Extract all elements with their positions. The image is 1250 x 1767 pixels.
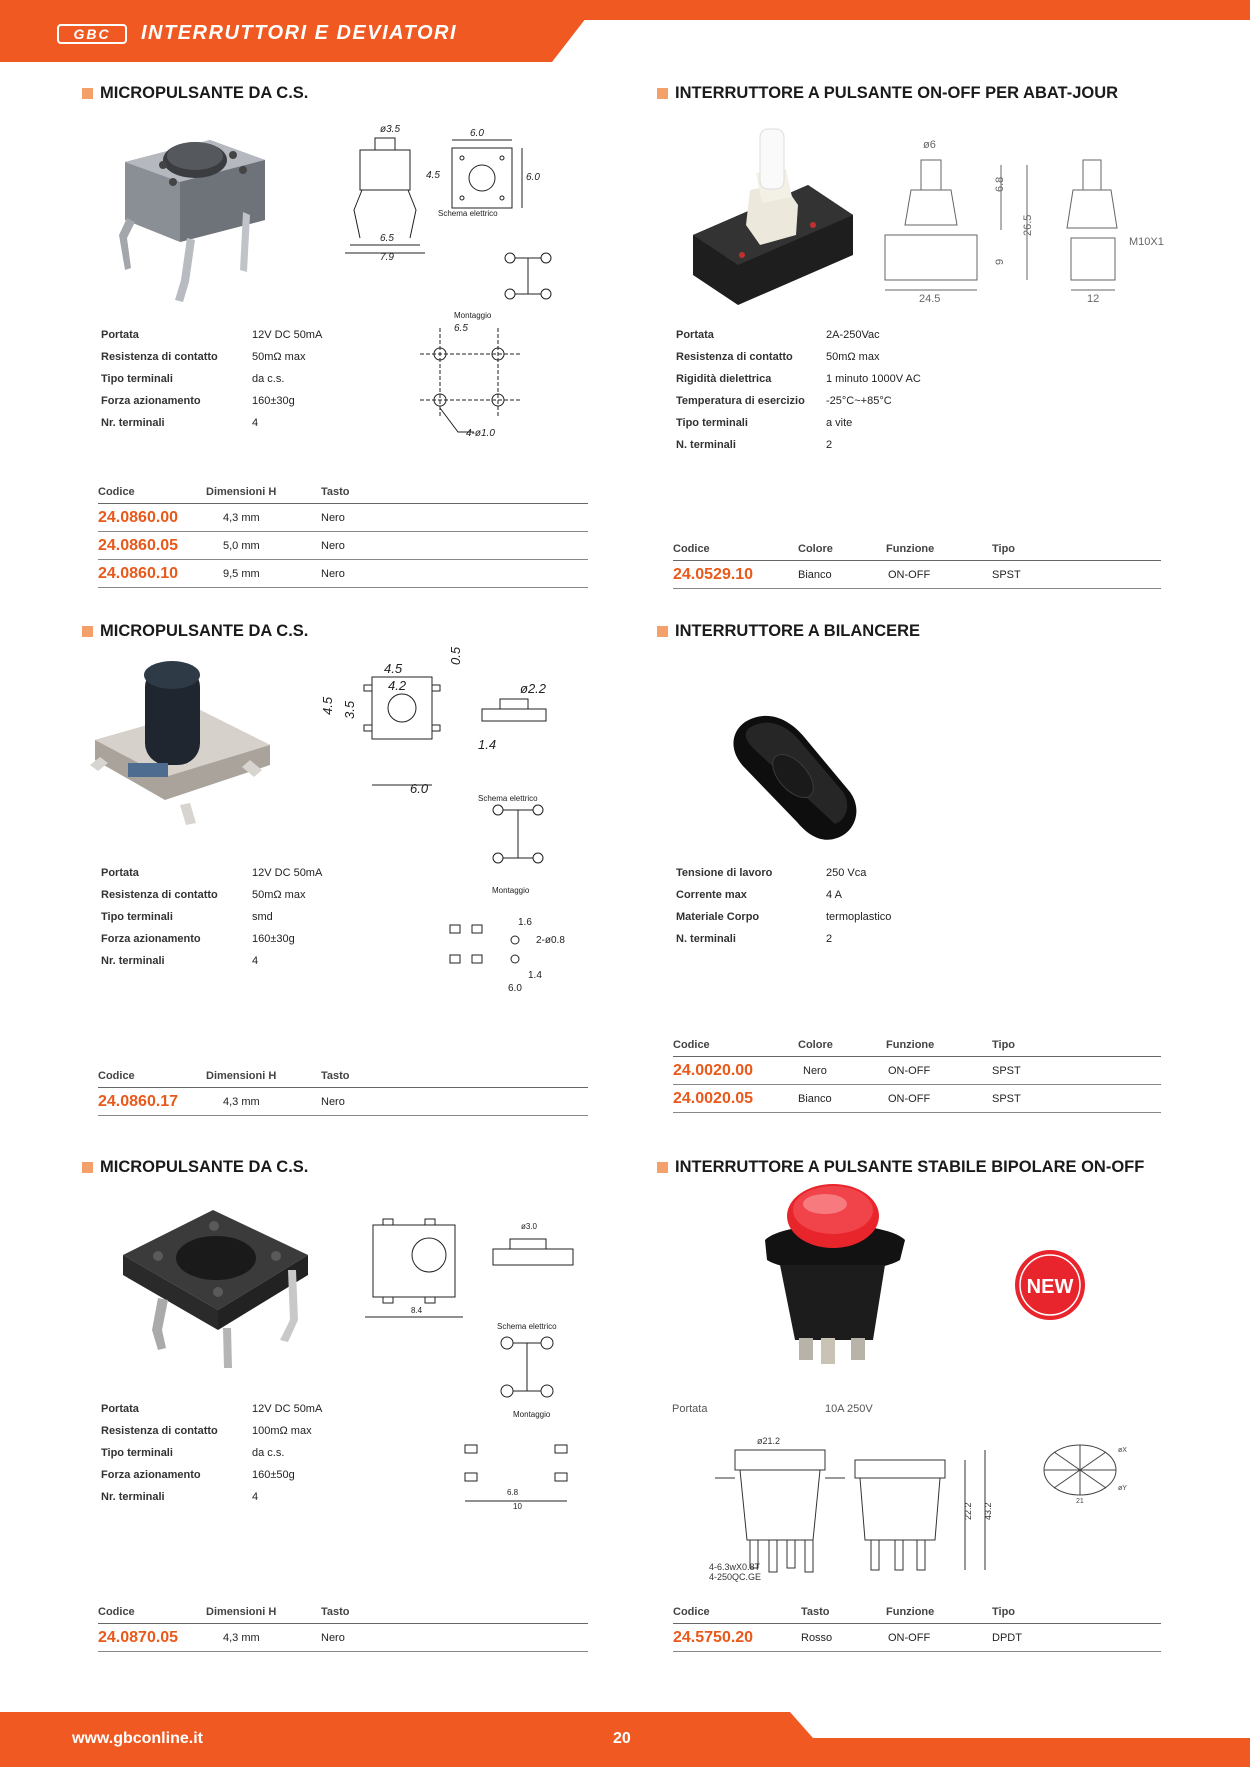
svg-text:1.4: 1.4 bbox=[528, 970, 542, 981]
specs-list bbox=[672, 1398, 873, 1420]
spec-value: 160±30g bbox=[252, 395, 295, 407]
spec-row bbox=[101, 950, 322, 972]
table-row bbox=[673, 1057, 1161, 1085]
spec-value: 2 bbox=[826, 439, 833, 451]
svg-text:43.2: 43.2 bbox=[983, 1502, 993, 1520]
website-link[interactable]: www.gbconline.it bbox=[72, 1730, 203, 1747]
section-title bbox=[82, 84, 308, 103]
specs-list bbox=[676, 862, 891, 950]
svg-text:26.5: 26.5 bbox=[1022, 214, 1034, 236]
table-cell: Rosso bbox=[801, 1631, 833, 1644]
column-header: Tasto bbox=[321, 485, 350, 498]
spec-value: 12V DC 50mA bbox=[252, 867, 323, 879]
tact-switch-12mm-technical-drawing bbox=[345, 1205, 600, 1520]
svg-text:12: 12 bbox=[1087, 293, 1100, 305]
table-cell: Bianco bbox=[798, 568, 832, 581]
table-cell: ON-OFF bbox=[888, 1064, 931, 1077]
gbc-logo: GBC bbox=[57, 24, 127, 44]
abat-jour-technical-drawing bbox=[875, 130, 1164, 310]
page-footer bbox=[0, 1712, 1250, 1767]
spec-label: Portata bbox=[101, 867, 139, 879]
footer-cutout bbox=[790, 1712, 1250, 1738]
spec-label: Tipo terminali bbox=[101, 911, 173, 923]
code-table bbox=[673, 1600, 1161, 1652]
spec-value: 2A-250Vac bbox=[826, 329, 880, 341]
code-table bbox=[673, 537, 1161, 589]
svg-text:3.5: 3.5 bbox=[342, 700, 357, 719]
section-title bbox=[657, 622, 920, 641]
spec-label: Nr. terminali bbox=[101, 417, 165, 429]
svg-text:4-6.3wX0.8T: 4-6.3wX0.8T bbox=[709, 1562, 761, 1572]
spec-row bbox=[676, 390, 921, 412]
column-header: Codice bbox=[98, 1605, 135, 1618]
table-cell: 4,3 mm bbox=[223, 1095, 260, 1108]
table-header bbox=[673, 1033, 1161, 1057]
schema-label: Schema elettrico bbox=[497, 1322, 557, 1331]
spec-value: 12V DC 50mA bbox=[252, 1403, 323, 1415]
spec-label: Nr. terminali bbox=[101, 955, 165, 967]
spec-label: Forza azionamento bbox=[101, 933, 201, 945]
table-row bbox=[98, 1624, 588, 1652]
svg-text:6.8: 6.8 bbox=[507, 1488, 519, 1497]
svg-text:6.0: 6.0 bbox=[508, 983, 522, 994]
section-title-text: INTERRUTTORE A PULSANTE ON-OFF PER ABAT-JOUR bbox=[675, 84, 1119, 102]
spec-label: Rigidità dielettrica bbox=[676, 373, 772, 385]
spec-value: 50mΩ max bbox=[252, 889, 306, 901]
column-header: Dimensioni H bbox=[206, 1605, 277, 1618]
spec-value: da c.s. bbox=[252, 1447, 285, 1459]
panel-cutout-drawing bbox=[1028, 1440, 1133, 1505]
spec-row bbox=[101, 862, 322, 884]
spec-value: 50mΩ max bbox=[826, 351, 880, 363]
column-header: Colore bbox=[798, 542, 833, 555]
table-cell: ON-OFF bbox=[888, 1092, 931, 1105]
table-cell: Nero bbox=[321, 1631, 345, 1644]
svg-text:24.5: 24.5 bbox=[919, 293, 941, 305]
table-cell: 4,3 mm bbox=[223, 511, 260, 524]
spec-label: Resistenza di contatto bbox=[101, 351, 218, 363]
table-row bbox=[98, 504, 588, 532]
spec-row bbox=[101, 1486, 322, 1508]
bullet-square bbox=[82, 88, 93, 99]
svg-text:6.8: 6.8 bbox=[994, 176, 1006, 192]
column-header: Funzione bbox=[886, 542, 935, 555]
spec-row bbox=[676, 862, 891, 884]
svg-text:4.2: 4.2 bbox=[388, 678, 407, 693]
spec-label: Resistenza di contatto bbox=[676, 351, 793, 363]
spec-row bbox=[676, 906, 891, 928]
column-header: Tasto bbox=[321, 1069, 350, 1082]
spec-row bbox=[676, 346, 921, 368]
spec-label: Temperatura di esercizio bbox=[676, 395, 805, 407]
spec-value: 1 minuto 1000V AC bbox=[826, 373, 921, 385]
svg-text:6.5: 6.5 bbox=[454, 323, 468, 334]
svg-text:ø3.0: ø3.0 bbox=[521, 1222, 538, 1231]
spec-value: 4 bbox=[252, 955, 259, 967]
svg-text:øX: øX bbox=[1118, 1447, 1127, 1454]
bullet-square bbox=[82, 626, 93, 637]
spec-label: Materiale Corpo bbox=[676, 911, 760, 923]
column-header: Codice bbox=[673, 1038, 710, 1051]
section-title bbox=[657, 1158, 1144, 1177]
table-header bbox=[673, 1600, 1161, 1624]
column-header: Colore bbox=[798, 1038, 833, 1051]
svg-text:6.0: 6.0 bbox=[526, 172, 540, 183]
spec-value: 160±30g bbox=[252, 933, 295, 945]
product-code: 24.5750.20 bbox=[673, 1628, 754, 1646]
specs-list bbox=[101, 324, 322, 434]
section-title-text: MICROPULSANTE DA C.S. bbox=[100, 622, 309, 640]
table-cell: Nero bbox=[321, 1095, 345, 1108]
svg-text:6.0: 6.0 bbox=[470, 128, 484, 139]
smd-switch-photo bbox=[90, 655, 280, 835]
column-header: Codice bbox=[673, 1605, 710, 1618]
abat-jour-switch-photo bbox=[688, 125, 858, 305]
product-code: 24.0020.00 bbox=[673, 1061, 754, 1079]
section-title bbox=[82, 622, 308, 641]
svg-text:4-ø1.0: 4-ø1.0 bbox=[466, 428, 495, 439]
table-cell: Nero bbox=[321, 511, 345, 524]
svg-text:ø6: ø6 bbox=[923, 139, 936, 151]
spec-row bbox=[101, 368, 322, 390]
spec-row bbox=[101, 390, 322, 412]
tact-switch-photo bbox=[115, 130, 275, 305]
svg-text:4.5: 4.5 bbox=[426, 170, 440, 181]
svg-text:22.2: 22.2 bbox=[963, 1502, 973, 1520]
table-cell: 9,5 mm bbox=[223, 567, 260, 580]
table-cell: SPST bbox=[992, 1092, 1021, 1105]
table-row bbox=[98, 560, 588, 588]
table-cell: 5,0 mm bbox=[223, 539, 260, 552]
schema-label: Schema elettrico bbox=[478, 794, 538, 803]
spec-label: Tipo terminali bbox=[101, 1447, 173, 1459]
product-code: 24.0020.05 bbox=[673, 1089, 754, 1107]
section-title-text: INTERRUTTORE A BILANCERE bbox=[675, 622, 921, 640]
spec-value: 250 Vca bbox=[826, 867, 867, 879]
spec-label: Corrente max bbox=[676, 889, 747, 901]
svg-text:2-ø0.8: 2-ø0.8 bbox=[536, 935, 565, 946]
svg-text:10: 10 bbox=[513, 1502, 522, 1511]
spec-row bbox=[676, 884, 891, 906]
column-header: Tipo bbox=[992, 542, 1016, 555]
spec-value: 160±50g bbox=[252, 1469, 295, 1481]
svg-text:M10X1: M10X1 bbox=[1129, 236, 1164, 248]
table-cell: ON-OFF bbox=[888, 568, 931, 581]
svg-text:1.4: 1.4 bbox=[478, 737, 497, 752]
code-table bbox=[98, 1064, 588, 1116]
spec-row bbox=[676, 928, 891, 950]
svg-text:ø2.2: ø2.2 bbox=[520, 681, 547, 696]
svg-text:9: 9 bbox=[994, 258, 1006, 265]
svg-text:7.9: 7.9 bbox=[380, 252, 394, 263]
table-row bbox=[98, 532, 588, 560]
spec-label: Portata bbox=[676, 329, 714, 341]
spec-row bbox=[101, 1420, 322, 1442]
product-code: 24.0870.05 bbox=[98, 1628, 179, 1646]
spec-row bbox=[101, 928, 322, 950]
product-code: 24.0860.00 bbox=[98, 508, 179, 526]
spec-label: N. terminali bbox=[676, 933, 736, 945]
column-header: Dimensioni H bbox=[206, 485, 277, 498]
spec-label: Portata bbox=[672, 1403, 708, 1415]
new-badge-text: NEW bbox=[1026, 1276, 1074, 1298]
spec-label: Portata bbox=[101, 329, 139, 341]
svg-text:4-250QC.GE: 4-250QC.GE bbox=[709, 1572, 762, 1582]
spec-label: Nr. terminali bbox=[101, 1491, 165, 1503]
spec-value: 100mΩ max bbox=[252, 1425, 312, 1437]
column-header: Tasto bbox=[801, 1605, 830, 1618]
spec-value: -25°C~+85°C bbox=[826, 395, 892, 407]
column-header: Funzione bbox=[886, 1038, 935, 1051]
spec-row bbox=[676, 324, 921, 346]
product-code: 24.0860.05 bbox=[98, 536, 179, 554]
spec-row bbox=[101, 346, 322, 368]
spec-value: 12V DC 50mA bbox=[252, 329, 323, 341]
svg-text:6.0: 6.0 bbox=[410, 781, 429, 796]
spec-label: Forza azionamento bbox=[101, 395, 201, 407]
specs-list bbox=[101, 862, 322, 972]
table-header bbox=[98, 1064, 588, 1088]
product-code: 24.0860.10 bbox=[98, 564, 179, 582]
table-cell: DPDT bbox=[992, 1631, 1022, 1644]
spec-row bbox=[101, 1442, 322, 1464]
column-header: Tipo bbox=[992, 1038, 1016, 1051]
table-cell: ON-OFF bbox=[888, 1631, 931, 1644]
bullet-square bbox=[657, 1162, 668, 1173]
spec-label: N. terminali bbox=[676, 439, 736, 451]
spec-row bbox=[676, 434, 921, 456]
code-table bbox=[98, 480, 588, 588]
table-cell: Bianco bbox=[798, 1092, 832, 1105]
table-cell: 4,3 mm bbox=[223, 1631, 260, 1644]
spec-row bbox=[676, 368, 921, 390]
svg-text:ø3.5: ø3.5 bbox=[380, 124, 401, 135]
table-cell: Nero bbox=[321, 539, 345, 552]
column-header: Codice bbox=[98, 1069, 135, 1082]
spec-label: Resistenza di contatto bbox=[101, 889, 218, 901]
table-row bbox=[673, 561, 1161, 589]
spec-row bbox=[676, 412, 921, 434]
column-header: Codice bbox=[673, 542, 710, 555]
column-header: Tasto bbox=[321, 1605, 350, 1618]
spec-value: 4 bbox=[252, 417, 259, 429]
svg-text:1.6: 1.6 bbox=[518, 917, 532, 928]
code-table bbox=[98, 1600, 588, 1652]
spec-value: smd bbox=[252, 911, 273, 923]
svg-text:0.5: 0.5 bbox=[448, 646, 463, 665]
table-row bbox=[673, 1624, 1161, 1652]
page-header bbox=[0, 0, 1250, 62]
micro-switch-technical-drawing bbox=[340, 118, 590, 448]
page-title: INTERRUTTORI E DEVIATORI bbox=[141, 22, 458, 44]
new-badge bbox=[1013, 1248, 1087, 1322]
spec-label: Tipo terminali bbox=[676, 417, 748, 429]
svg-text:4.5: 4.5 bbox=[320, 696, 335, 715]
specs-list bbox=[101, 1398, 322, 1508]
spec-value: 4 A bbox=[826, 889, 842, 901]
table-cell: SPST bbox=[992, 1064, 1021, 1077]
product-code: 24.0860.17 bbox=[98, 1092, 179, 1110]
spec-value: 50mΩ max bbox=[252, 351, 306, 363]
product-code: 24.0529.10 bbox=[673, 565, 754, 583]
svg-text:ø21.2: ø21.2 bbox=[757, 1436, 781, 1446]
svg-text:4.5: 4.5 bbox=[384, 661, 403, 676]
svg-text:8.4: 8.4 bbox=[411, 1306, 423, 1315]
table-header bbox=[98, 1600, 588, 1624]
table-row bbox=[673, 1085, 1161, 1113]
spec-label: Forza azionamento bbox=[101, 1469, 201, 1481]
table-cell: Nero bbox=[321, 567, 345, 580]
column-header: Tipo bbox=[992, 1605, 1016, 1618]
spec-value: a vite bbox=[826, 417, 853, 429]
table-cell: Nero bbox=[803, 1064, 827, 1077]
spec-row bbox=[101, 1464, 322, 1486]
specs-list bbox=[676, 324, 921, 456]
spec-value: da c.s. bbox=[252, 373, 285, 385]
column-header: Dimensioni H bbox=[206, 1069, 277, 1082]
rocker-switch-photo bbox=[725, 710, 860, 845]
spec-value: 2 bbox=[826, 933, 833, 945]
spec-row bbox=[101, 1398, 322, 1420]
section-title-text: MICROPULSANTE DA C.S. bbox=[100, 84, 309, 102]
section-title-text: INTERRUTTORE A PULSANTE STABILE BIPOLARE ON-OFF bbox=[675, 1158, 1145, 1176]
spec-label: Tensione di lavoro bbox=[676, 867, 773, 879]
section-title bbox=[657, 84, 1118, 103]
svg-text:21: 21 bbox=[1076, 1498, 1084, 1505]
spec-value: termoplastico bbox=[826, 911, 892, 923]
table-header bbox=[98, 480, 588, 504]
spec-value: 10A 250V bbox=[825, 1403, 873, 1415]
schema-label: Schema elettrico bbox=[438, 209, 498, 218]
tact-switch-12mm-photo bbox=[118, 1200, 313, 1385]
bullet-square bbox=[657, 626, 668, 637]
spec-row bbox=[101, 884, 322, 906]
svg-text:6.5: 6.5 bbox=[380, 233, 394, 244]
montaggio-label: Montaggio bbox=[492, 886, 530, 895]
bipolar-switch-front-drawing bbox=[695, 1430, 995, 1590]
page-number: 20 bbox=[613, 1730, 631, 1747]
section-title-text: MICROPULSANTE DA C.S. bbox=[100, 1158, 309, 1176]
bullet-square bbox=[82, 1162, 93, 1173]
table-header bbox=[673, 537, 1161, 561]
spec-value: 4 bbox=[252, 1491, 259, 1503]
column-header: Funzione bbox=[886, 1605, 935, 1618]
code-table bbox=[673, 1033, 1161, 1113]
table-cell: SPST bbox=[992, 568, 1021, 581]
spec-row bbox=[672, 1398, 873, 1420]
spec-label: Tipo terminali bbox=[101, 373, 173, 385]
spec-row bbox=[101, 324, 322, 346]
montaggio-label: Montaggio bbox=[454, 311, 492, 320]
spec-row bbox=[101, 906, 322, 928]
spec-row bbox=[101, 412, 322, 434]
spec-label: Portata bbox=[101, 1403, 139, 1415]
table-row bbox=[98, 1088, 588, 1116]
column-header: Codice bbox=[98, 485, 135, 498]
bipolar-push-switch-photo bbox=[755, 1180, 910, 1375]
bullet-square bbox=[657, 88, 668, 99]
spec-label: Resistenza di contatto bbox=[101, 1425, 218, 1437]
svg-text:øY: øY bbox=[1118, 1485, 1127, 1492]
smd-switch-technical-drawing bbox=[310, 646, 595, 1010]
section-title bbox=[82, 1158, 308, 1177]
montaggio-label: Montaggio bbox=[513, 1410, 551, 1419]
